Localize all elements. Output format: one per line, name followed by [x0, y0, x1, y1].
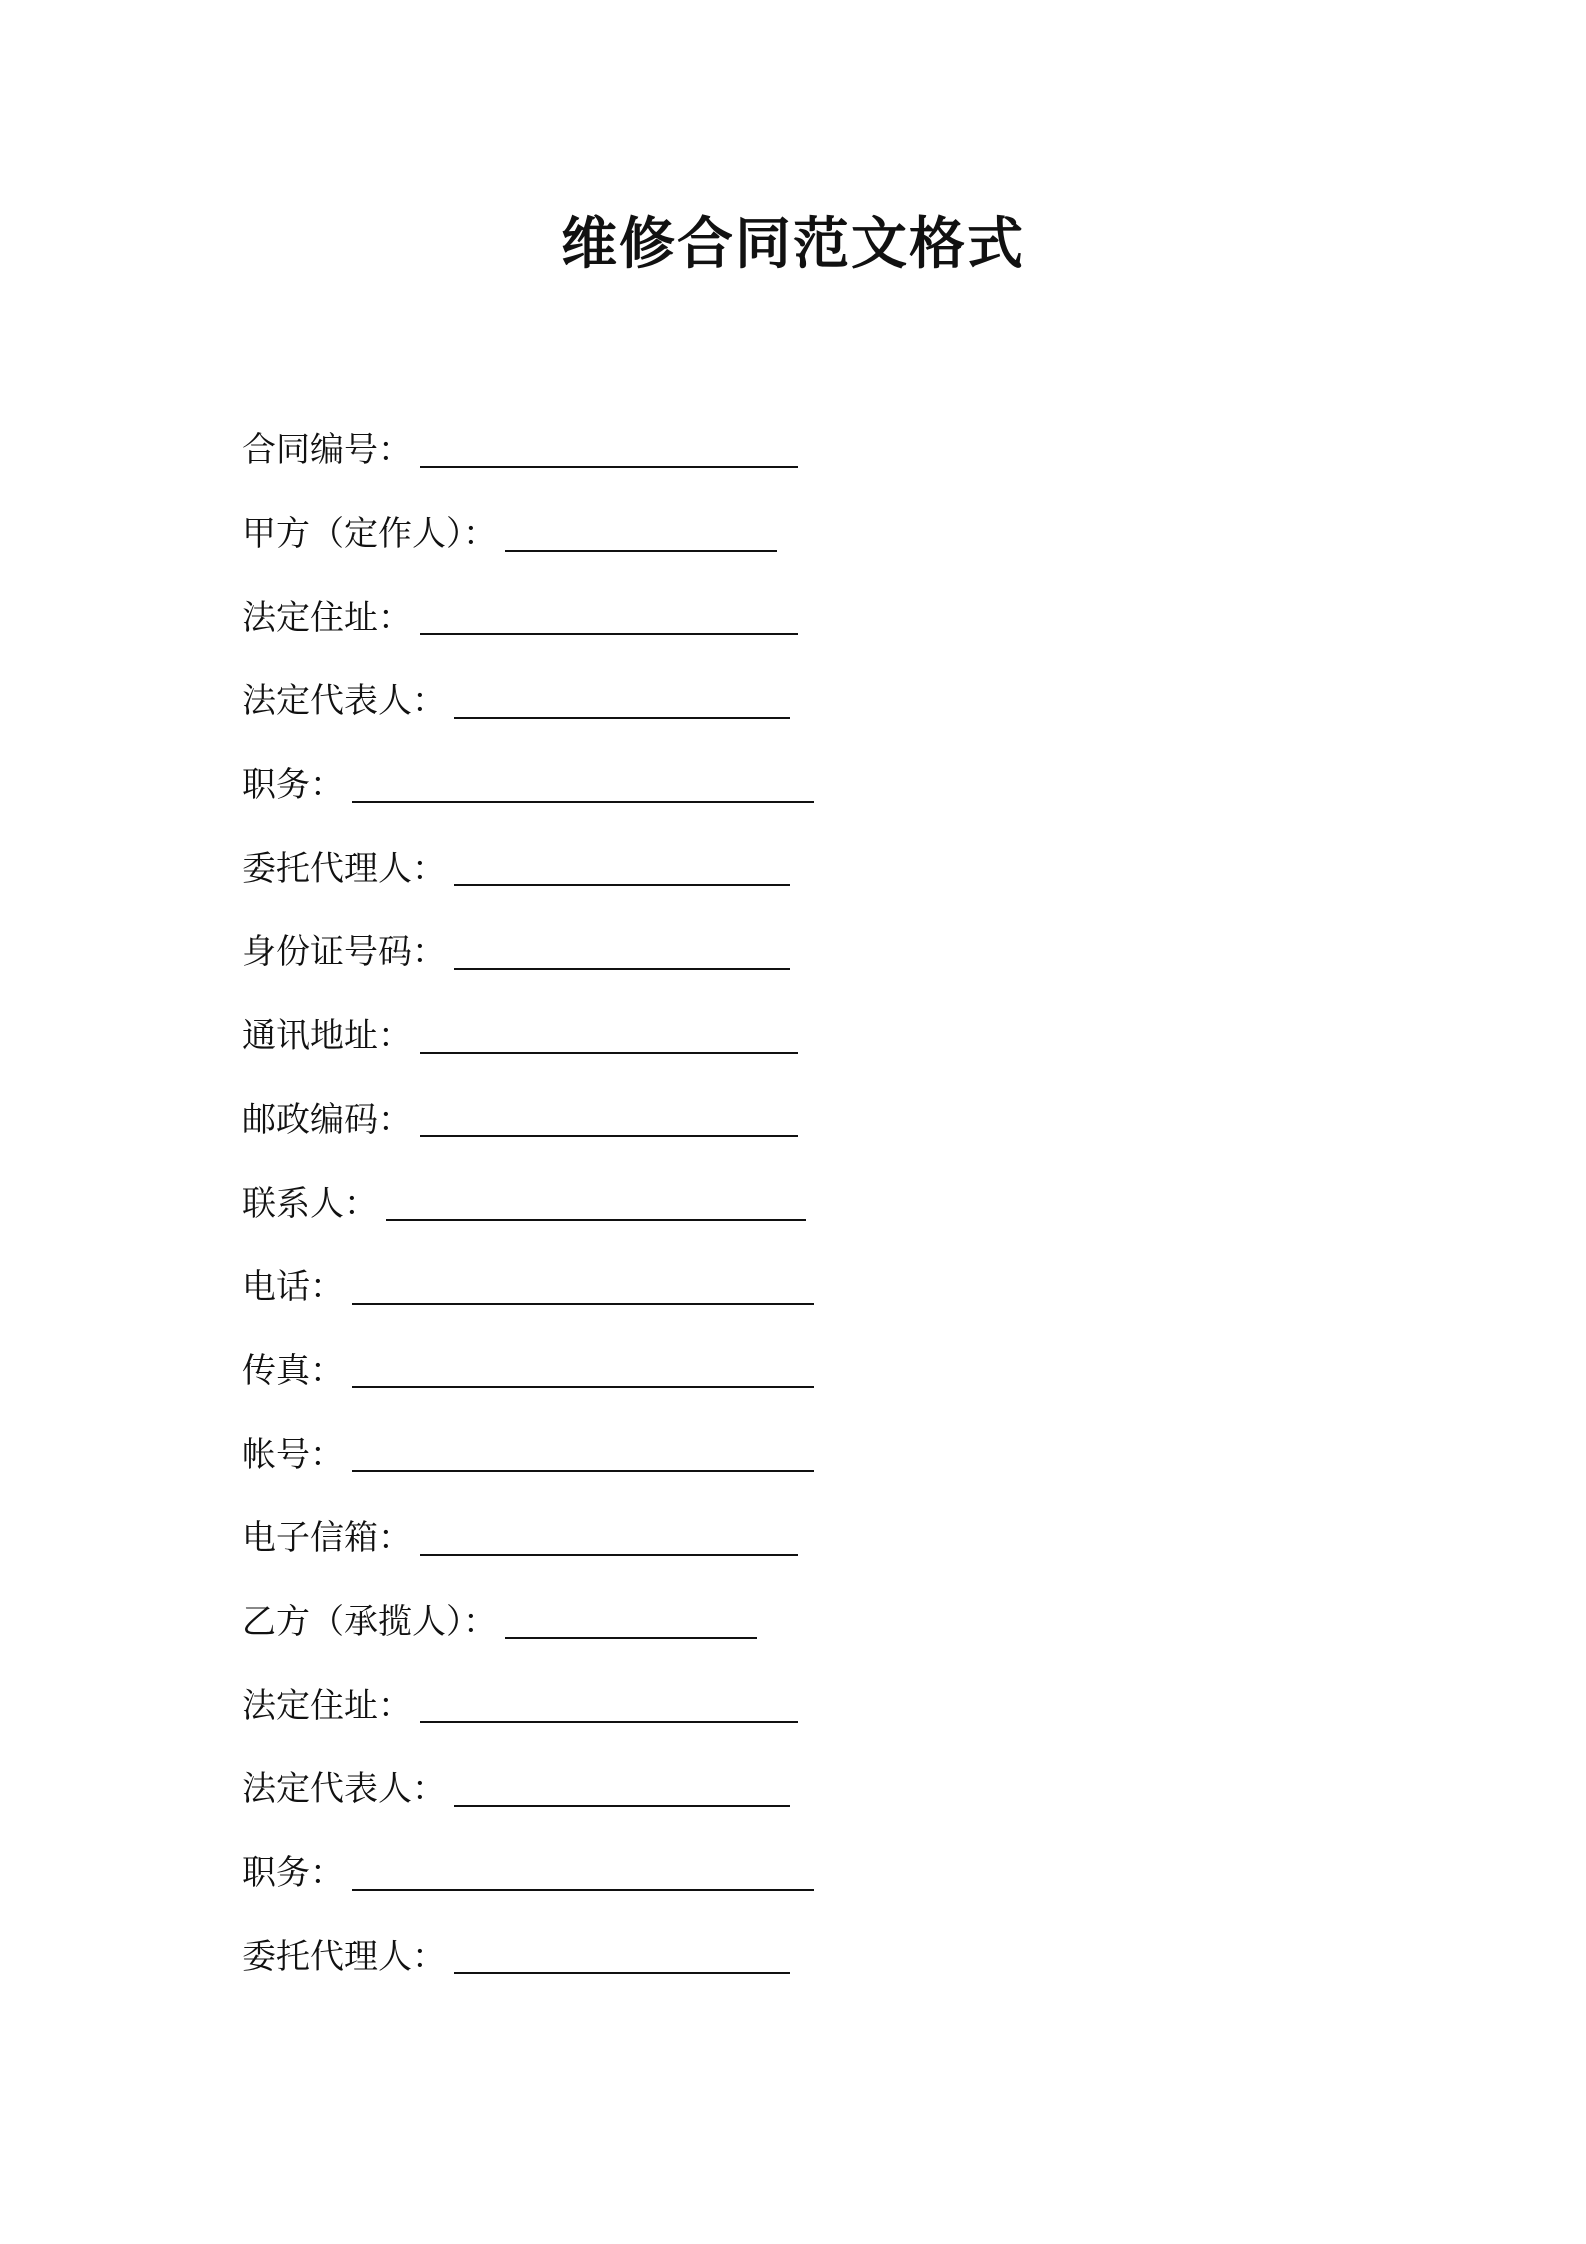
field-label: 帐号：	[242, 1434, 344, 1475]
blank-line	[505, 1597, 757, 1639]
field-label: 传真：	[242, 1350, 344, 1391]
blank-line	[352, 1346, 814, 1388]
field-legal-address	[242, 572, 814, 656]
field-label: 联系人：	[242, 1183, 378, 1224]
blank-line	[420, 1012, 798, 1054]
field-label: 电话：	[242, 1267, 344, 1308]
field-party-b	[242, 1577, 814, 1661]
field-fax	[242, 1326, 814, 1410]
blank-line	[352, 1263, 814, 1305]
field-party-a	[242, 489, 814, 573]
page-title: 维修合同范文格式	[561, 212, 1025, 277]
field-label: 职务：	[242, 765, 344, 806]
contract-fields	[242, 405, 814, 1995]
field-position	[242, 740, 814, 824]
field-id-number	[242, 907, 814, 991]
blank-line	[454, 928, 790, 970]
blank-line	[352, 761, 814, 803]
field-legal-representative	[242, 656, 814, 740]
field-label: 电子信箱：	[242, 1518, 412, 1559]
blank-line	[386, 1179, 806, 1221]
blank-line	[420, 593, 798, 635]
blank-line	[420, 1095, 798, 1137]
field-position-b	[242, 1828, 814, 1912]
field-label: 合同编号：	[242, 430, 412, 471]
field-label: 委托代理人：	[242, 848, 446, 889]
field-phone	[242, 1242, 814, 1326]
field-label: 职务：	[242, 1853, 344, 1894]
field-legal-address-b	[242, 1660, 814, 1744]
blank-line	[420, 1514, 798, 1556]
field-label: 法定代表人：	[242, 681, 446, 722]
field-label: 邮政编码：	[242, 1099, 412, 1140]
blank-line	[454, 1765, 790, 1807]
field-postal-code	[242, 1075, 814, 1159]
field-account	[242, 1409, 814, 1493]
field-label: 法定住址：	[242, 597, 412, 638]
field-agent	[242, 823, 814, 907]
blank-line	[352, 1849, 814, 1891]
field-agent-b	[242, 1911, 814, 1995]
field-legal-representative-b	[242, 1744, 814, 1828]
field-label: 身份证号码：	[242, 932, 446, 973]
field-label: 甲方（定作人）：	[242, 514, 497, 555]
field-label: 委托代理人：	[242, 1936, 446, 1977]
field-label: 法定住址：	[242, 1685, 412, 1726]
field-label: 法定代表人：	[242, 1769, 446, 1810]
blank-line	[454, 844, 790, 886]
blank-line	[454, 677, 790, 719]
field-label: 通讯地址：	[242, 1016, 412, 1057]
blank-line	[505, 510, 777, 552]
field-label: 乙方（承揽人）：	[242, 1601, 497, 1642]
field-email	[242, 1493, 814, 1577]
blank-line	[454, 1932, 790, 1974]
field-contract-number	[242, 405, 814, 489]
blank-line	[420, 426, 798, 468]
field-mailing-address	[242, 991, 814, 1075]
blank-line	[420, 1681, 798, 1723]
blank-line	[352, 1430, 814, 1472]
field-contact	[242, 1158, 814, 1242]
